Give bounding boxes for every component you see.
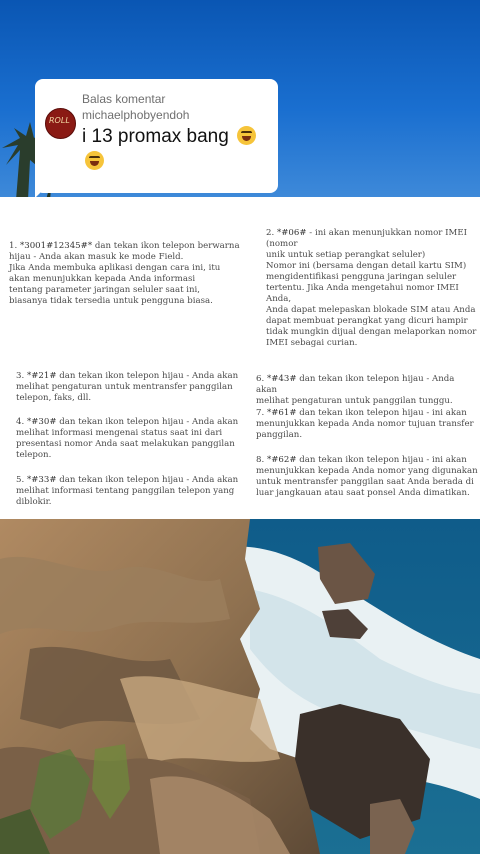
list-item — [256, 408, 478, 441]
item-text-line: melihat informasi mengenai status saat ini dari — [16, 428, 223, 438]
item-text-line: dan tekan ikon telepon hijau - Anda akan — [256, 374, 455, 395]
comment-text: i 13 promax bang — [82, 124, 272, 174]
list-item — [9, 241, 249, 307]
item-text-line: Nomor ini (bersama dengan detail kartu SIM) — [266, 261, 467, 271]
ussd-code: *#21# — [26, 371, 57, 381]
item-text-line: telepon, faks, dll. — [16, 393, 92, 403]
item-text-line: tertentu. Jika Anda mengetahui nomor IMEI Anda, — [266, 283, 459, 304]
item-text-line: mengidentifikasi pengguna jaringan seluler — [266, 272, 457, 282]
item-number: 6. — [256, 374, 267, 384]
item-text-line: Jika Anda membuka aplikasi dengan cara ini, itu — [9, 263, 221, 273]
item-text-line: menunjukkan kepada Anda nomor yang digunakan — [256, 466, 478, 476]
ussd-code: *#62# — [266, 455, 297, 465]
item-text-line: menunjukkan kepada Anda nomor tujuan transfer — [256, 419, 474, 429]
item-text-line: melihat pengaturan untuk mentransfer panggilan — [16, 382, 233, 392]
item-number: 4. — [16, 417, 27, 427]
list-item — [16, 417, 246, 461]
item-number: 1. — [9, 241, 20, 251]
item-text-line: akan menunjukkan kepada Anda informasi — [9, 274, 196, 284]
ussd-code: *#30# — [26, 417, 57, 427]
ussd-code: *3001#12345#* — [19, 241, 93, 251]
item-text-line: tentang parameter jaringan seluler saat ini, — [9, 285, 201, 295]
list-item — [256, 455, 478, 499]
laughing-emoji-icon — [85, 151, 104, 170]
ussd-code: *#06# — [276, 228, 307, 238]
item-text-line: melihat pengaturan untuk panggilan tunggu. — [256, 396, 453, 406]
bubble-tail — [35, 180, 53, 198]
ussd-code: *#33# — [26, 475, 57, 485]
item-text-line: dan tekan ikon telepon hijau - ini akan — [296, 455, 467, 465]
item-text-line: Anda dapat melepaskan blokade SIM atau Anda — [266, 305, 476, 315]
item-text-line: dapat membuat perangkat yang dicuri hampir — [266, 316, 468, 326]
item-text-line: telepon. — [16, 450, 52, 460]
list-item — [266, 228, 478, 349]
list-item — [16, 475, 246, 508]
comment-username: michaelphobyendoh — [82, 108, 190, 122]
ussd-code: *#43# — [266, 374, 297, 384]
item-text-line: dan tekan ikon telepon hijau - Anda akan — [56, 417, 239, 427]
document-panel — [0, 197, 480, 519]
item-number: 5. — [16, 475, 27, 485]
item-text-line: dan tekan ikon telepon hijau - ini akan — [296, 408, 467, 418]
item-text-line: hijau - Anda akan masuk ke mode Field. — [9, 252, 184, 262]
avatar: ROLL — [45, 108, 76, 139]
ussd-code: *#61# — [266, 408, 297, 418]
item-text-line: dan tekan ikon telepon berwarna — [92, 241, 240, 251]
item-number: 3. — [16, 371, 27, 381]
item-number: 8. — [256, 455, 267, 465]
coastal-cliff-photo — [0, 519, 480, 854]
item-text-line: - ini akan menunjukkan nomor IMEI (nomor — [266, 228, 468, 249]
list-item — [256, 374, 478, 407]
item-number: 7. — [256, 408, 267, 418]
laughing-emoji-icon — [237, 126, 256, 145]
item-text-line: tidak mungkin dijual dengan melaporkan nomor — [266, 327, 477, 337]
list-item — [16, 371, 246, 404]
item-text-line: panggilan. — [256, 430, 303, 440]
item-text-line: dan tekan ikon telepon hijau - Anda akan — [56, 475, 239, 485]
item-text-line: unik untuk setiap perangkat seluler) — [266, 250, 426, 260]
item-text-line: presentasi nomor Anda saat melakukan panggilan — [16, 439, 235, 449]
item-number: 2. — [266, 228, 277, 238]
reply-label: Balas komentar — [82, 92, 166, 106]
item-text-line: melihat informasi tentang panggilan telepon yang — [16, 486, 235, 496]
item-text-line: untuk mentransfer panggilan saat Anda berada di — [256, 477, 474, 487]
item-text-line: diblokir. — [16, 497, 52, 507]
item-text-line: luar jangkauan atau saat ponsel Anda dimatikan. — [256, 488, 470, 498]
item-text-line: dan tekan ikon telepon hijau - Anda akan — [56, 371, 239, 381]
item-text-line: IMEI sebagai curian. — [266, 338, 358, 348]
item-text-line: biasanya tidak tersedia untuk pengguna biasa. — [9, 296, 213, 306]
